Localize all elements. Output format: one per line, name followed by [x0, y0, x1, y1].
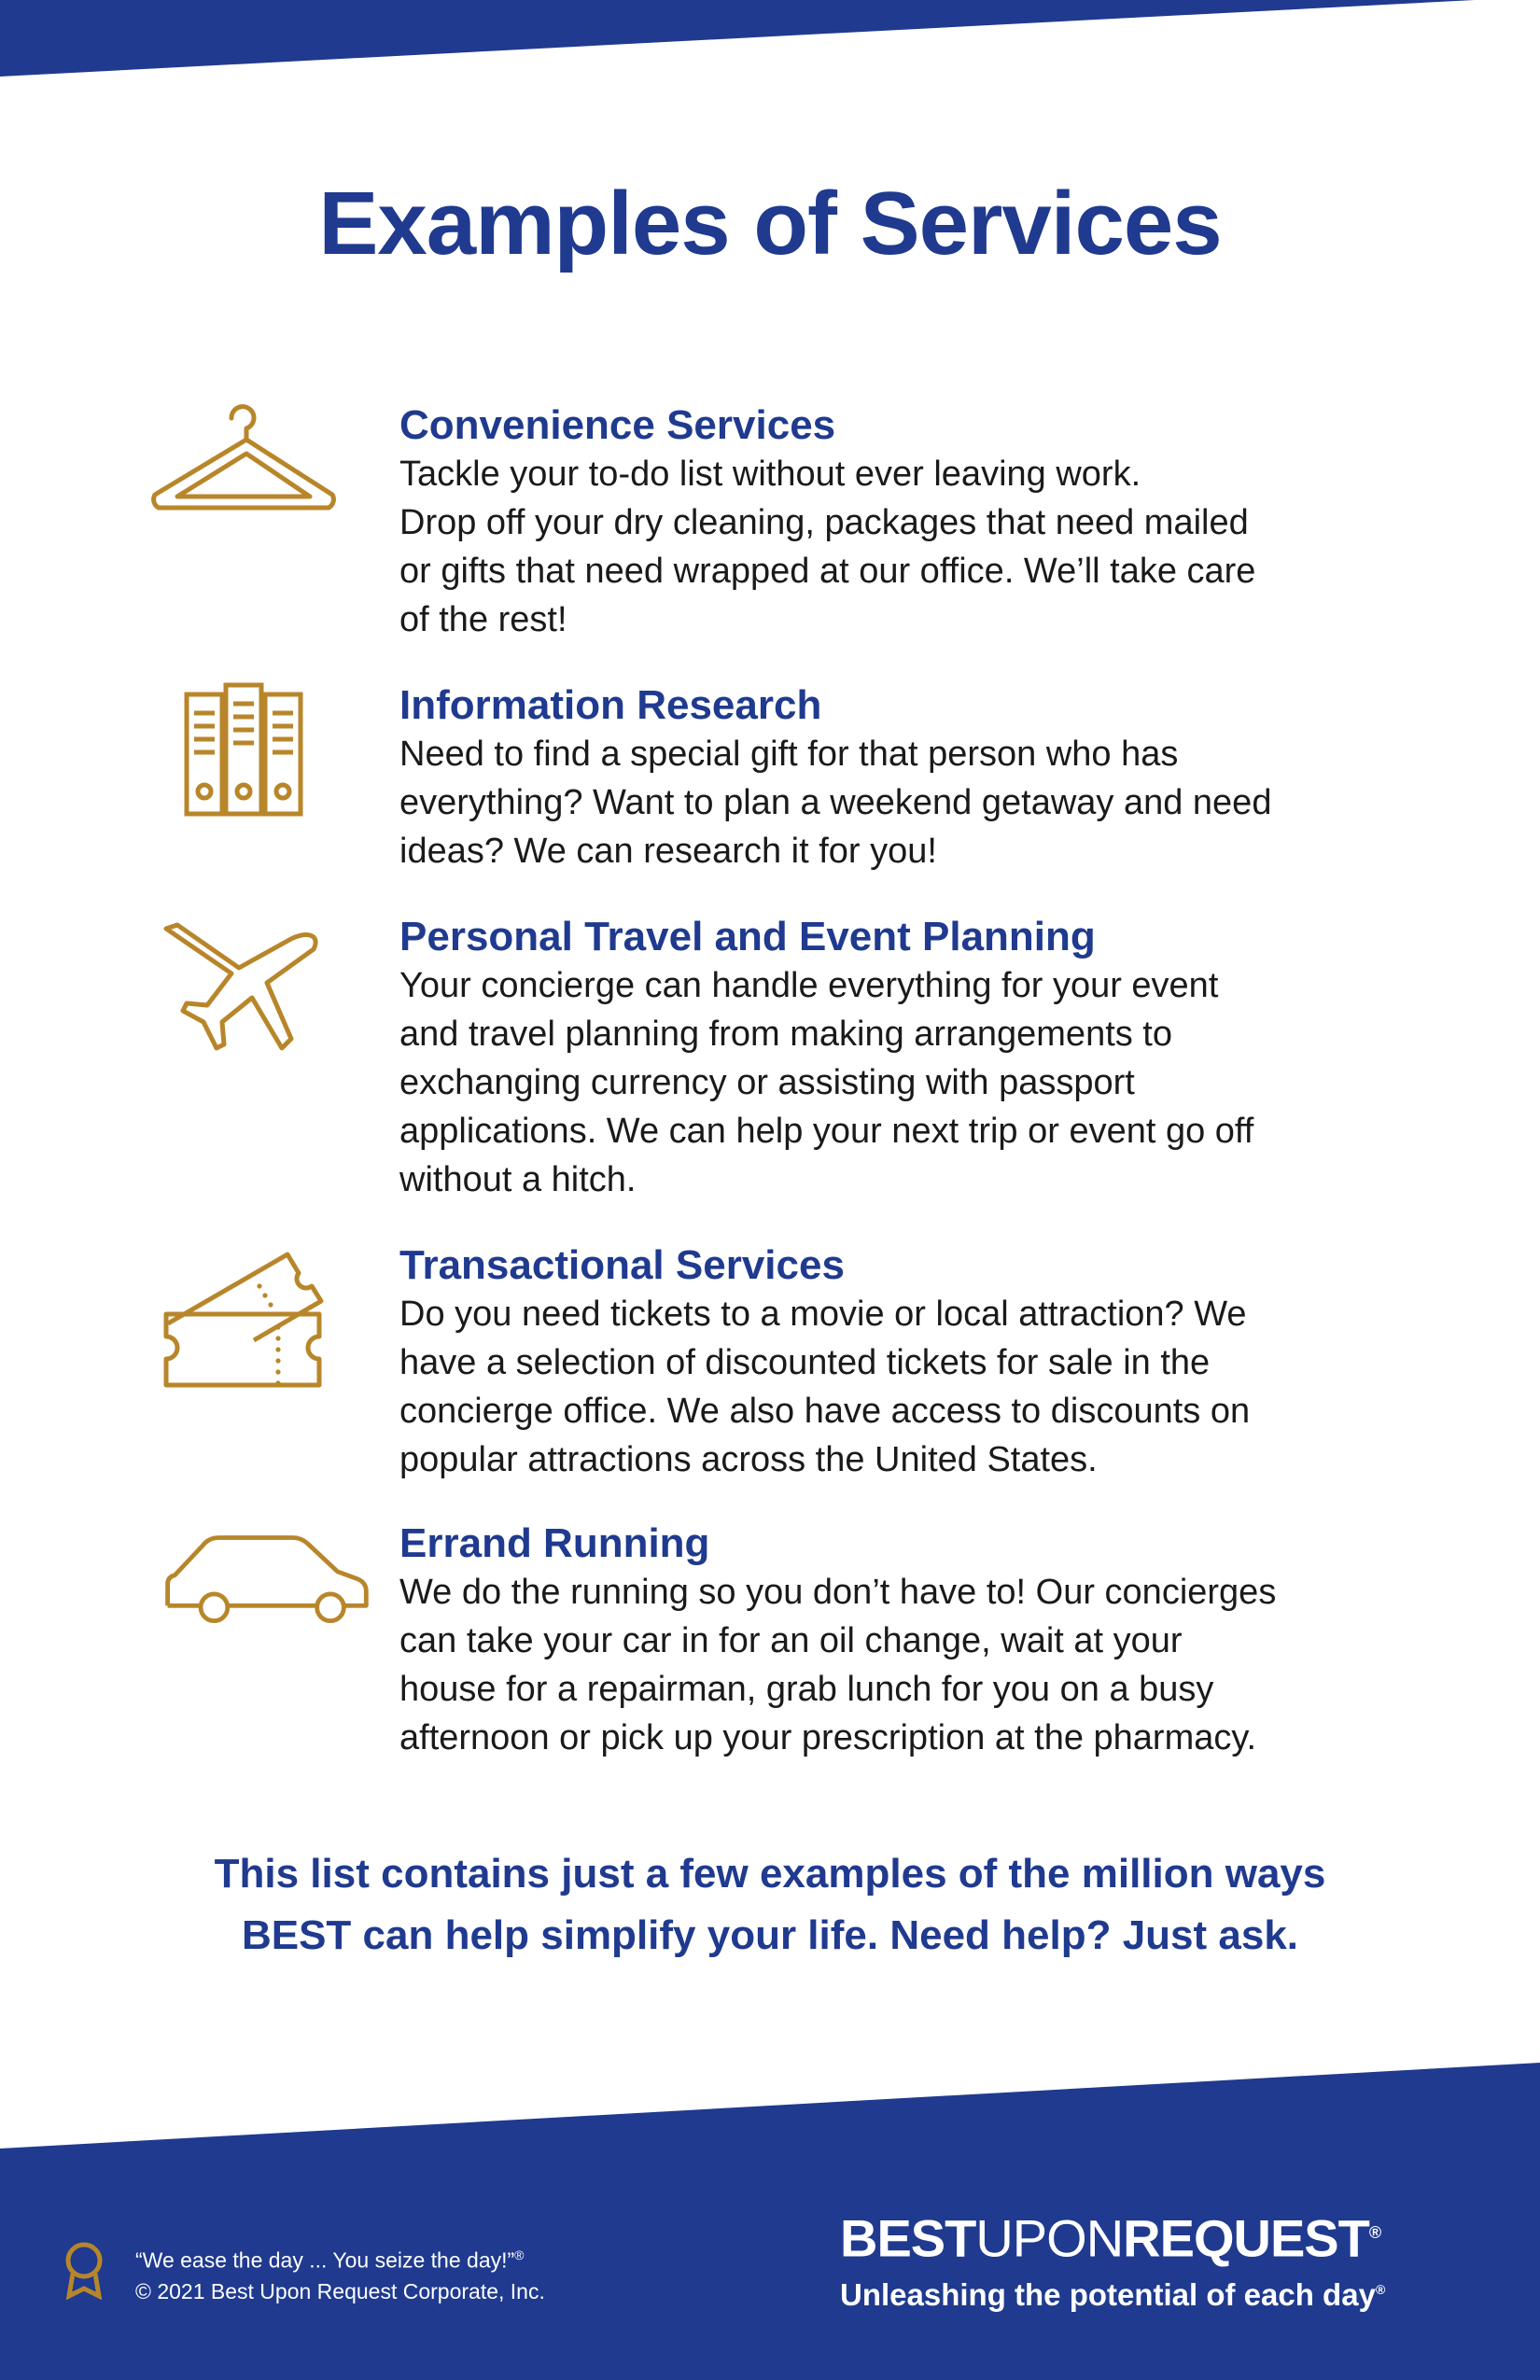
brand-word: REQUEST — [1123, 2208, 1369, 2268]
service-heading: Errand Running — [399, 1520, 710, 1566]
description-line: Tackle your to-do list without ever leaving work. — [399, 455, 1141, 494]
description-line: concierge office. We also have access to discounts on — [399, 1392, 1251, 1431]
service-heading: Convenience Services — [399, 402, 836, 448]
service-description — [399, 730, 1435, 875]
description-line: of the rest! — [399, 600, 567, 639]
description-line: and travel planning from making arrangements to — [399, 1015, 1173, 1054]
closing-line: This list contains just a few examples of the million ways — [214, 1851, 1326, 1897]
service-heading: Personal Travel and Event Planning — [399, 914, 1096, 959]
description-line: We do the running so you don’t have to! Our concierges — [399, 1573, 1277, 1612]
description-line: have a selection of discounted tickets for sale in the — [399, 1343, 1211, 1382]
slogan-text: Unleashing the potential of each day — [840, 2276, 1376, 2312]
registered-mark: ® — [514, 2247, 525, 2262]
description-line: Drop off your dry cleaning, packages that need mailed — [399, 503, 1249, 542]
description-line: can take your car in for an oil change, wait at your — [399, 1621, 1183, 1660]
binders-icon — [149, 681, 336, 831]
footer-tagline — [135, 2240, 545, 2307]
registered-mark: ® — [1368, 2223, 1381, 2242]
description-line: Do you need tickets to a movie or local attraction? We — [399, 1295, 1247, 1334]
page-title: Examples of Services — [318, 174, 1222, 273]
top-banner — [0, 0, 1540, 84]
description-line: without a hitch. — [399, 1160, 637, 1199]
brand-word: UPON — [975, 2208, 1124, 2268]
car-icon — [159, 1527, 373, 1634]
service-heading: Information Research — [399, 682, 822, 728]
service-description — [399, 450, 1435, 644]
registered-mark: ® — [1375, 2281, 1386, 2297]
service-description — [399, 961, 1435, 1204]
description-line: everything? Want to plan a weekend getaway and need — [399, 783, 1272, 822]
description-line: ideas? We can research it for you! — [399, 832, 937, 871]
copyright-text: © 2021 Best Upon Request Corporate, Inc. — [135, 2278, 545, 2303]
description-line: applications. We can help your next trip or event go off — [399, 1112, 1254, 1151]
award-ribbon-icon — [58, 2240, 110, 2300]
brand-slogan — [840, 2269, 1385, 2316]
service-description — [399, 1290, 1435, 1484]
hanger-icon — [149, 401, 336, 551]
tagline-text: “We ease the day ... You seize the day!” — [135, 2247, 515, 2273]
brand-name — [840, 2203, 1385, 2269]
closing-line: BEST can help simplify your life. Need help? Just ask. — [241, 1912, 1299, 1958]
closing-statement — [0, 1843, 1540, 1967]
brand-logo — [840, 2203, 1385, 2316]
description-line: or gifts that need wrapped at our office. We’ll take care — [399, 552, 1256, 591]
description-line: exchanging currency or assisting with passport — [399, 1063, 1135, 1102]
service-heading: Transactional Services — [399, 1242, 845, 1288]
airplane-icon — [149, 907, 336, 1066]
description-line: afternoon or pick up your prescription at the pharmacy. — [399, 1718, 1257, 1757]
description-line: Your concierge can handle everything for your event — [399, 966, 1219, 1005]
description-line: popular attractions across the United States. — [399, 1440, 1098, 1479]
description-line: house for a repairman, grab lunch for you on a busy — [399, 1670, 1214, 1709]
ticket-icon — [149, 1241, 336, 1391]
service-description — [399, 1568, 1435, 1762]
description-line: Need to find a special gift for that person who has — [399, 735, 1179, 774]
brand-word: BEST — [840, 2208, 976, 2268]
